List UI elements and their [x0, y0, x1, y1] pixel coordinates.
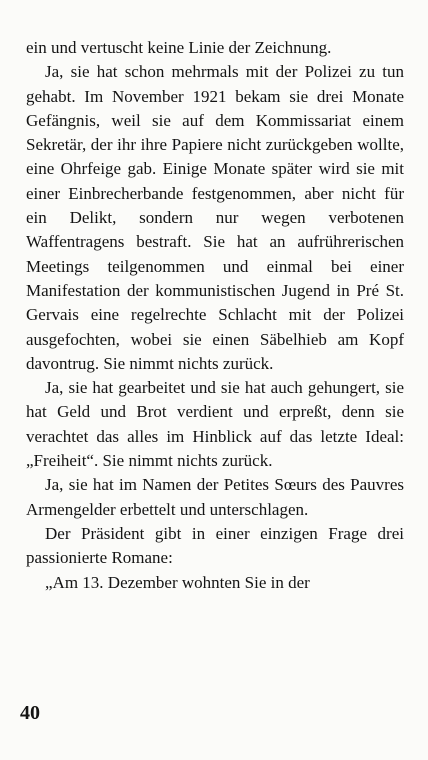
page-number: 40 [20, 702, 40, 724]
paragraph-quote-start: „Am 13. Dezember wohnten Sie in der [45, 572, 310, 592]
paragraph-president: Der Präsident gibt in einer einzigen Frage drei passionierte Romane: [26, 523, 404, 568]
paragraph-continuation: ein und vertuscht keine Linie der Zeichnung. [26, 38, 332, 57]
paragraph-petites-soeurs: Ja, sie hat im Namen der Petites Sœurs des Pauvres Armengelder erbettelt und unterschlagen. [26, 475, 404, 519]
body-text [26, 36, 404, 595]
paragraph-police-record: Ja, sie hat schon mehrmals mit der Polizei zu tun gehabt. Im November 1921 bekam sie drei Monate Gefängnis, weil sie auf dem Kommissariat einem Sekretär, der ihr ihre Papiere nicht zurückgeben wollte, eine Ohrfeige gab. Einige Monate später wird sie mit einer Einbrecherbande festgenommen, aber nicht für ein Delikt, sondern nur wegen verbotenen Waffentragens bestraft. Sie hat an aufrührerischen Meetings teilgenommen und einmal bei einer Manifestation der kommunistischen Jugend in Pré St. Gervais eine regelrechte Schlacht mit der Polizei ausgefochten, wobei sie einen Säbelhieb am Kopf davontrug. Sie nimmt nichts zurück. [26, 62, 404, 373]
paragraph-worked-hungered: Ja, sie hat gearbeitet und sie hat auch gehungert, sie hat Geld und Brot verdient und erpreßt, denn sie verachtet das alles im Hinblick auf das letzte Ideal: „Freiheit“. Sie nimmt nichts zurück. [26, 378, 404, 471]
